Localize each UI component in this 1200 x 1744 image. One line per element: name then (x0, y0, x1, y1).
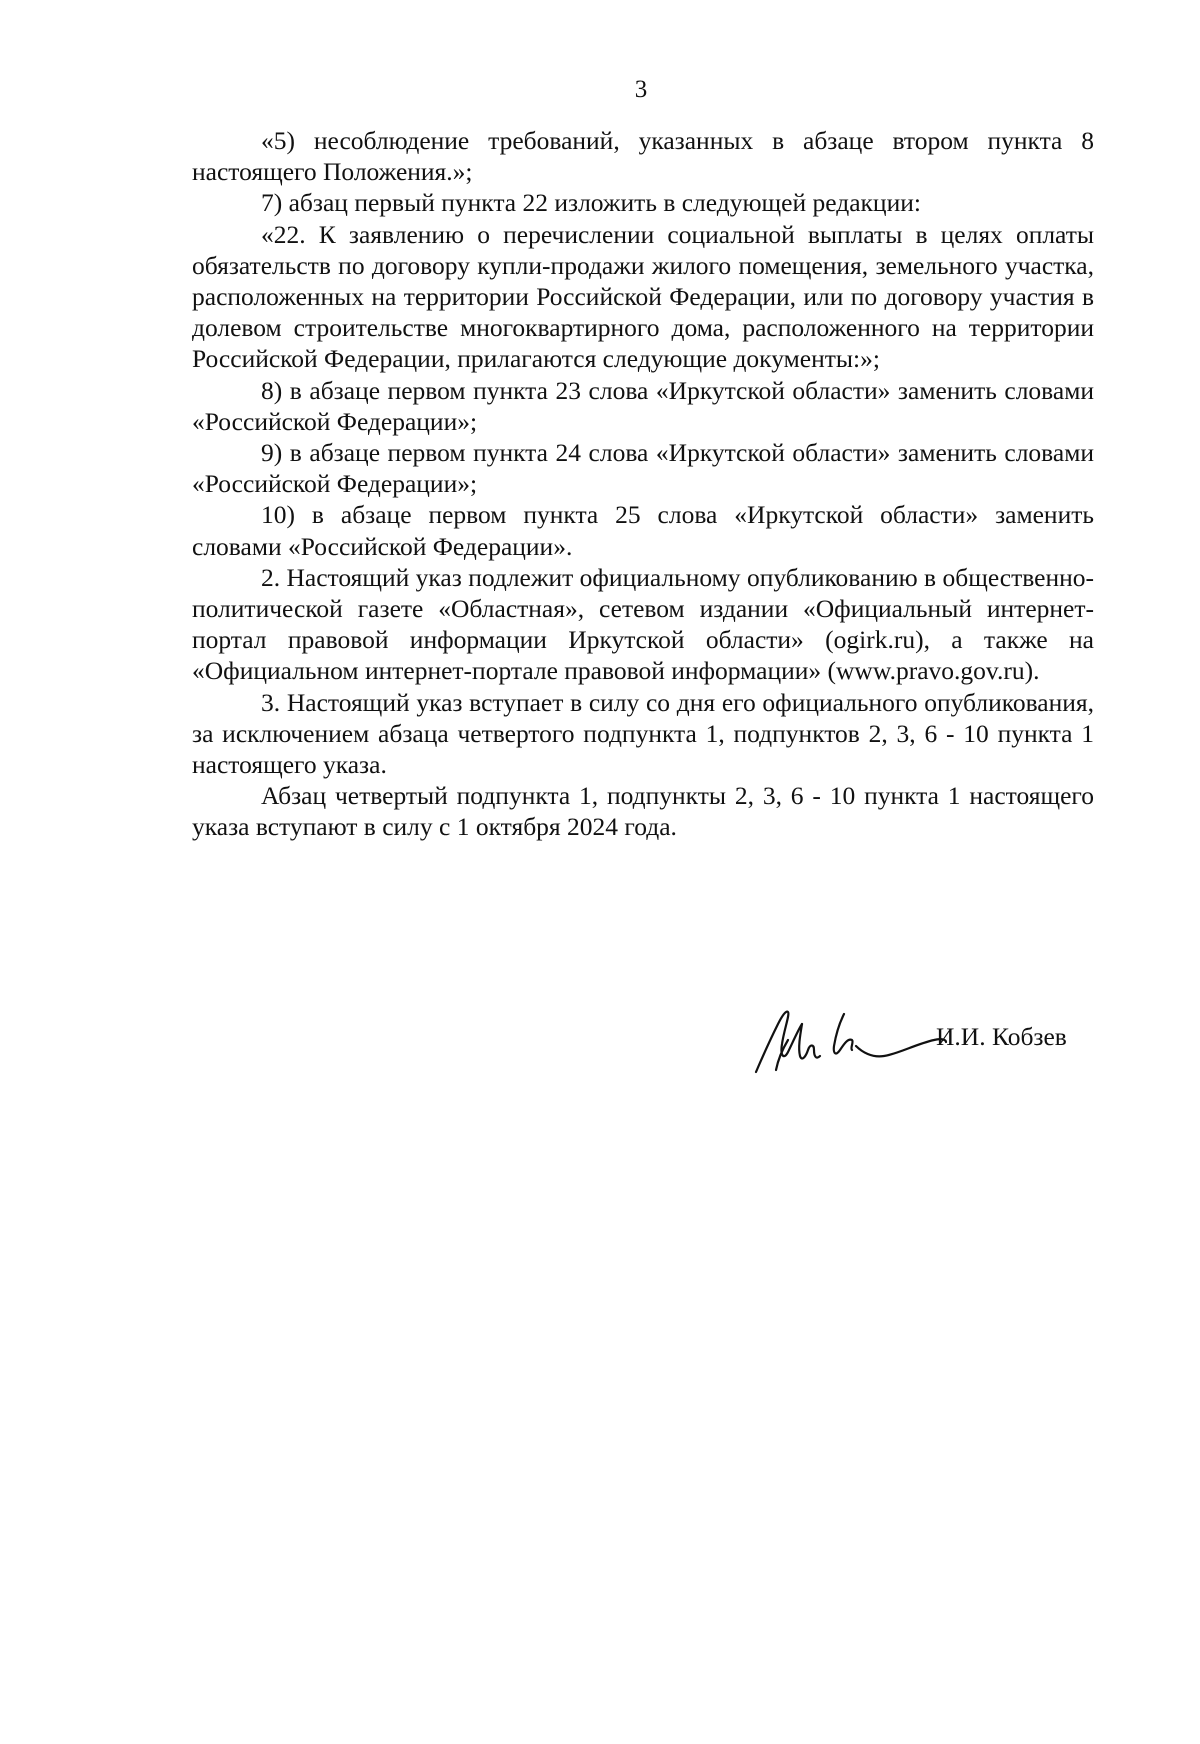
paragraph-point-2: 2. Настоящий указ подлежит официальному опубликованию в общественно-политической газете «Областная», сетевом издании «Официальный интернет-портал правовой информации Иркутской области» (ogirk.ru), а также на «Официальном интернет-портале правовой информации» (www.pravo.gov.ru). (192, 562, 1094, 686)
paragraph-item-10: 10) в абзаце первом пункта 25 слова «Иркутской области» заменить словами «Российской Федерации». (192, 500, 1094, 561)
signer-name: И.И. Кобзев (936, 1022, 1067, 1051)
paragraph-item-8: 8) в абзаце первом пункта 23 слова «Иркутской области» заменить словами «Российской Федерации»; (192, 375, 1094, 436)
page-number: 3 (634, 76, 648, 103)
paragraph-effective-date: Абзац четвертый подпункта 1, подпункты 2, 3, 6 - 10 пункта 1 настоящего указа вступают в силу с 1 октября 2024 года. (192, 781, 1094, 842)
paragraph-subitem-5: «5) несоблюдение требований, указанных в абзаце втором пункта 8 настоящего Положения.»; (192, 126, 1094, 187)
handwritten-signature (748, 1000, 948, 1078)
paragraph-item-9: 9) в абзаце первом пункта 24 слова «Иркутской области» заменить словами «Российской Федерации»; (192, 438, 1094, 499)
paragraph-point-3: 3. Настоящий указ вступает в силу со дня его официального опубликования, за исключением абзаца четвертого подпункта 1, подпунктов 2, 3, 6 - 10 пункта 1 настоящего указа. (192, 687, 1094, 780)
document-body (192, 125, 1094, 843)
paragraph-clause-22: «22. К заявлению о перечислении социальной выплаты в целях оплаты обязательств по договору купли-продажи жилого помещения, земельного участка, расположенных на территории Российской Федерации, или по договору участия в долевом строительстве многоквартирного дома, расположенного на территории Российской Федерации, прилагаются следующие документы:»; (192, 219, 1094, 374)
signature-block (740, 1000, 1100, 1080)
paragraph-item-7: 7) абзац первый пункта 22 изложить в следующей редакции: (261, 188, 921, 218)
